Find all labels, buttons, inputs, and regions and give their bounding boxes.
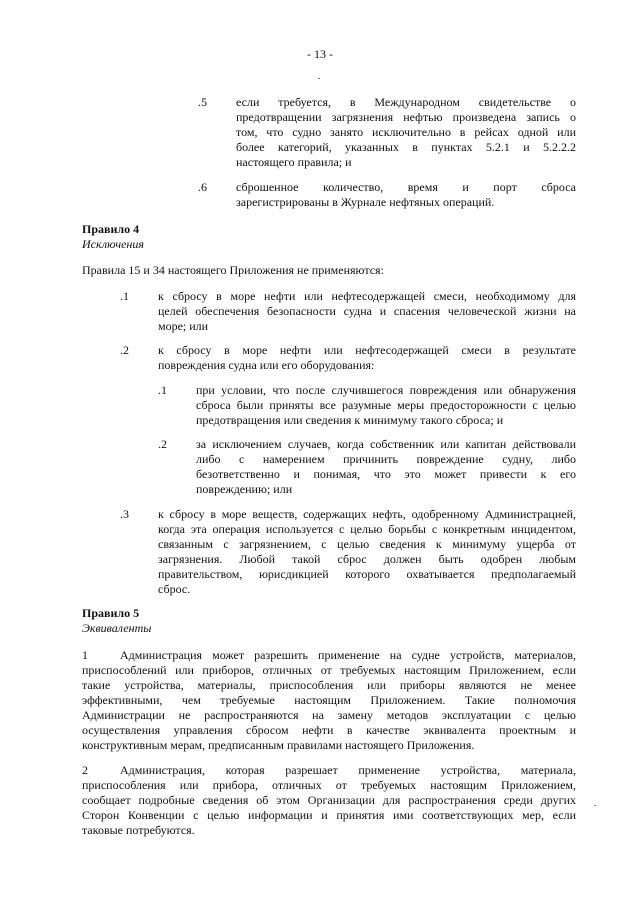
item-line: настоящего правила; и bbox=[236, 155, 352, 169]
paragraph-line: Администрации не распространяются на замену методов эксплуатации с целью bbox=[82, 708, 576, 722]
item-number: .6 bbox=[198, 180, 207, 194]
item-line: повреждению; или bbox=[196, 482, 293, 496]
rule-5-subheading: Эквиваленты bbox=[82, 621, 152, 635]
speck-mark bbox=[318, 78, 320, 79]
item-line: загрязнения. Любой такой сброс должен быть одобрен любым bbox=[158, 552, 576, 566]
paragraph-line: конструктивным мерам, предписанным правилами настоящего Приложения. bbox=[82, 738, 475, 752]
item-number: .1 bbox=[158, 383, 167, 397]
paragraph-line: Администрация может разрешить применение на судне устройств, материалов, bbox=[120, 648, 576, 662]
paragraph-line: сообщает подробные сведения об этом Организации для распространения среди других bbox=[82, 793, 576, 807]
paragraph-line: приспособлений или приборов, отличных от требуемых настоящим Приложением, если bbox=[82, 663, 576, 677]
item-line: если требуется, в Международном свидетельстве о bbox=[236, 95, 576, 109]
item-line: сброс. bbox=[158, 582, 191, 596]
item-number: .1 bbox=[120, 289, 129, 303]
rule-4-intro: Правила 15 и 34 настоящего Приложения не применяются: bbox=[82, 263, 384, 277]
item-line: к сбросу в море веществ, содержащих нефть, одобренному Администрацией, bbox=[158, 507, 576, 521]
paragraph-line: Сторон Конвенции с целью информации и принятия ими соответствующих мер, если bbox=[82, 808, 576, 822]
paragraph-number: 1 bbox=[82, 648, 88, 662]
item-line: сброшенное количество, время и порт сброса bbox=[236, 180, 576, 194]
item-number: .3 bbox=[120, 507, 129, 521]
item-number: .5 bbox=[198, 95, 207, 109]
item-line: правительством, юрисдикцией которого охватывается предполагаемый bbox=[158, 567, 576, 581]
item-line: безответственно и понимая, что это может привести к его bbox=[196, 467, 576, 481]
item-line: когда эта операция используется с целью борьбы с конкретным инцидентом, bbox=[158, 522, 576, 536]
item-line: сброса были приняты все разумные меры предосторожности с целью bbox=[196, 398, 576, 412]
item-line: к сбросу в море нефти или нефтесодержащей смеси в результате bbox=[158, 343, 576, 357]
rule-4-heading: Правило 4 bbox=[82, 222, 140, 236]
rule-5-heading: Правило 5 bbox=[82, 606, 140, 620]
item-line: к сбросу в море нефти или нефтесодержащей смеси, необходимому для bbox=[158, 289, 576, 303]
item-line: предотвращении загрязнения нефтью произведена запись о bbox=[236, 110, 576, 124]
paragraph-number: 2 bbox=[82, 763, 88, 777]
paragraph-line: приспособления или прибора, отличных от требуемых настоящим Приложением, bbox=[82, 778, 576, 792]
item-line: связанным с загрязнением, с целью сведения к минимуму ущерба от bbox=[158, 537, 576, 551]
speck-mark bbox=[594, 805, 596, 806]
item-line: море; или bbox=[158, 319, 209, 333]
item-line: целей обеспечения безопасности судна и спасения человеческой жизни на bbox=[158, 304, 576, 318]
item-line: том, что судно занято исключительно в рейсах одной или bbox=[236, 125, 576, 139]
paragraph-line: эффективными, чем требуемые настоящим Приложением. Такие полномочия bbox=[82, 693, 576, 707]
item-line: при условии, что после случившегося повреждения или обнаружения bbox=[196, 383, 576, 397]
item-number: .2 bbox=[120, 343, 129, 357]
item-line: предотвращения или сведения к минимуму такого сброса; и bbox=[196, 413, 504, 427]
item-line: либо с намерением причинить повреждение судну, либо bbox=[196, 452, 576, 466]
page-number: - 13 - bbox=[307, 47, 333, 61]
item-line: повреждения судна или его оборудования: bbox=[158, 358, 375, 372]
paragraph-line: таковые потребуются. bbox=[82, 823, 195, 837]
paragraph-line: такие устройства, материалы, приспособления или приборы являются не менее bbox=[82, 678, 576, 692]
item-line: за исключением случаев, когда собственник или капитан действовали bbox=[196, 437, 576, 451]
rule-4-subheading: Исключения bbox=[82, 237, 144, 251]
item-line: зарегистрированы в Журнале нефтяных операций. bbox=[236, 195, 495, 209]
paragraph-line: осуществления управления сбросом нефти в качестве эквивалента проектным и bbox=[82, 723, 576, 737]
item-number: .2 bbox=[158, 437, 167, 451]
paragraph-line: Администрация, которая разрешает применение устройства, материала, bbox=[120, 763, 576, 777]
item-line: более категорий, указанных в пунктах 5.2.1 и 5.2.2.2 bbox=[236, 140, 576, 154]
